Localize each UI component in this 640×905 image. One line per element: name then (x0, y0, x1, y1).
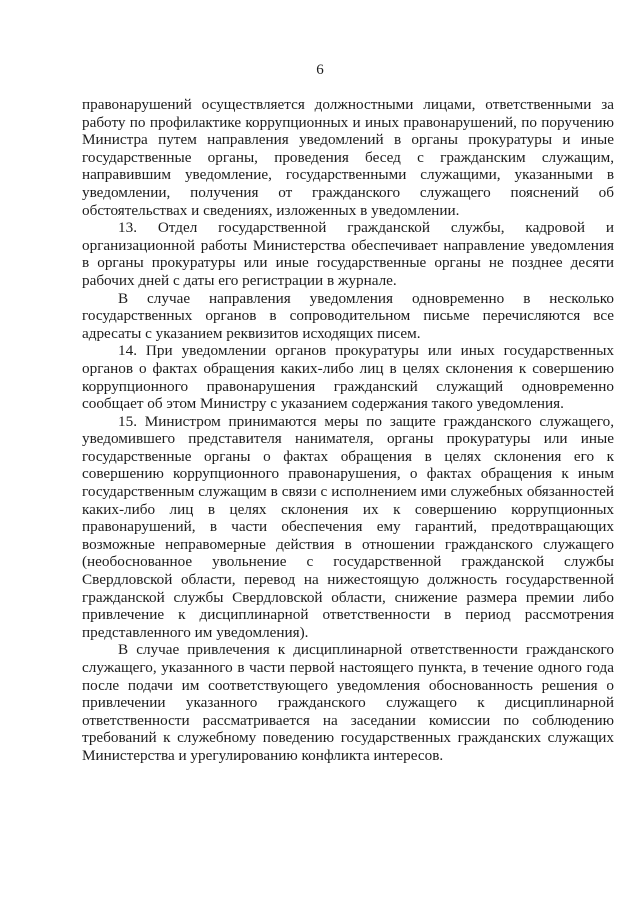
paragraph-14: 14. При уведомлении органов прокуратуры или иных государственных органов о фактах обращения каких-либо лиц в целях склонения к совершению коррупционного правонарушения гражданский служащий одновременно сообщает об этом Министру с указанием содержания такого уведомления. (82, 342, 614, 413)
document-body (82, 96, 614, 765)
paragraph-continuation: правонарушений осуществляется должностными лицами, ответственными за работу по профилактике коррупционных и иных правонарушений, по поручению Министра путем направления уведомлений в органы прокуратуры и иные государственные органы, проведения бесед с гражданским служащим, направившим уведомление, государственными служащими, указанными в уведомлении, получения от гражданского служащего пояснений об обстоятельствах и сведениях, изложенных в уведомлении. (82, 96, 614, 219)
paragraph-15: 15. Министром принимаются меры по защите гражданского служащего, уведомившего представителя нанимателя, органы прокуратуры или иные государственные органы о фактах обращения в целях склонения его к совершению коррупционного правонарушения, о фактах обращения к иным государственным служащим в связи с исполнением ими служебных обязанностей каких-либо лиц в целях склонения их к совершению коррупционных правонарушений, в части обеспечения ему гарантий, предотвращающих возможные неправомерные действия в отношении гражданского служащего (необоснованное увольнение с государственной гражданской службы Свердловской области, перевод на нижестоящую должность государственной гражданской службы Свердловской области, снижение размера премии либо привлечение к дисциплинарной ответственности в период рассмотрения представленного им уведомления). (82, 412, 614, 641)
paragraph-13: 13. Отдел государственной гражданской службы, кадровой и организационной работы Министерства обеспечивает направление уведомления в органы прокуратуры или иные государственные органы не позднее десяти рабочих дней с даты его регистрации в журнале. (82, 219, 614, 289)
paragraph-15-disciplinary: В случае привлечения к дисциплинарной ответственности гражданского служащего, указанного в части первой настоящего пункта, в течение одного года после подачи им соответствующего уведомления обоснованность решения о привлечении указанного гражданского служащего к дисциплинарной ответственности рассматривается на заседании комиссии по соблюдению требований к служебному поведению государственных гражданских служащих Министерства и урегулированию конфликта интересов. (82, 641, 614, 764)
paragraph-13-multiple-recipients: В случае направления уведомления одновременно в несколько государственных органов в сопроводительном письме перечисляются все адресаты с указанием реквизитов исходящих писем. (82, 289, 614, 342)
page-number: 6 (316, 62, 324, 78)
